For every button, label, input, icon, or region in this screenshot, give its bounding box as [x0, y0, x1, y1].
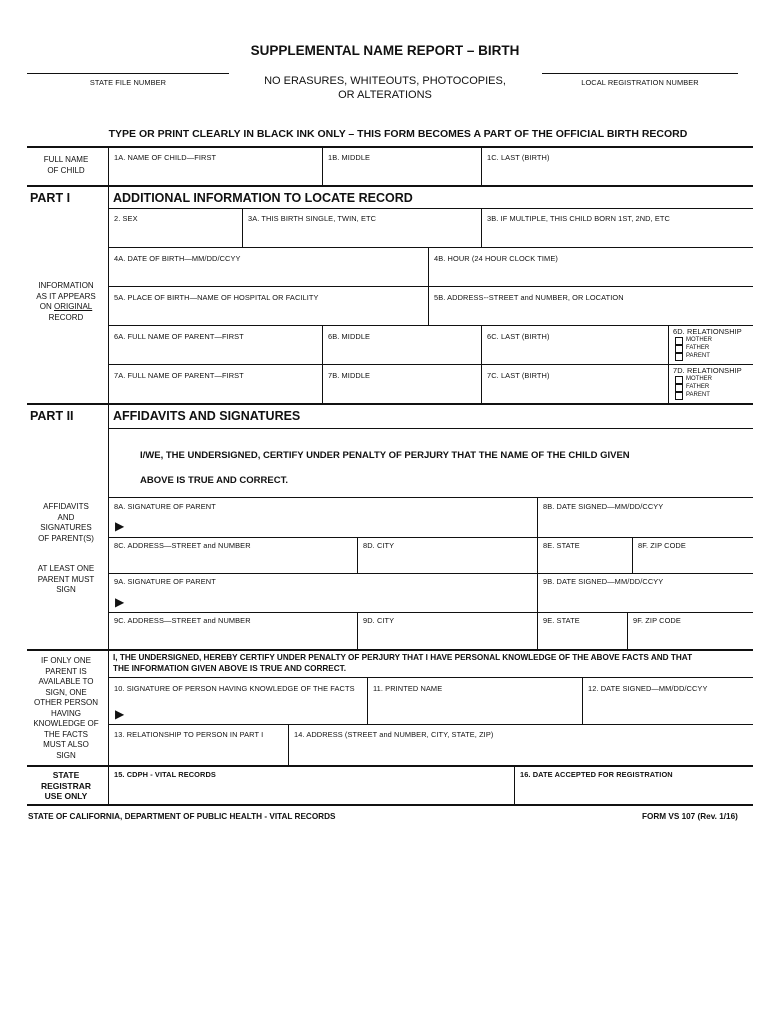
side-text: IF ONLY ONE	[41, 656, 91, 665]
side-text: RECORD	[48, 312, 84, 322]
field-8d-city[interactable]: 8D. CITY	[363, 541, 395, 550]
parent-certification-line-1: I/WE, THE UNDERSIGNED, CERTIFY UNDER PENALTY OF PERJURY THAT THE NAME OF THE CHILD GIVEN	[140, 450, 630, 461]
part-1-label: PART I	[30, 191, 71, 205]
field-9b-date-signed[interactable]: 9B. DATE SIGNED—MM/DD/CCYY	[543, 577, 664, 586]
notice-line-2: OR ALTERATIONS	[338, 89, 432, 101]
option-mother: MOTHER	[686, 376, 712, 382]
side-text: THE FACTS	[43, 729, 88, 739]
registrar-side-label	[27, 770, 105, 802]
rule	[27, 185, 753, 187]
checkbox-6d-father[interactable]	[675, 345, 683, 353]
rule	[108, 497, 753, 498]
field-2-sex[interactable]: 2. SEX	[114, 214, 138, 223]
field-7a-parent-first[interactable]: 7A. FULL NAME OF PARENT—FIRST	[114, 371, 244, 380]
sign-here-arrow-icon: ▶	[115, 707, 125, 721]
field-3a-birth-single[interactable]: 3A. THIS BIRTH SINGLE, TWIN, ETC	[248, 214, 377, 223]
option-parent: PARENT	[686, 353, 710, 359]
side-text: SIGN	[56, 585, 76, 594]
field-5a-place-of-birth[interactable]: 5A. PLACE OF BIRTH—NAME OF HOSPITAL OR FACILITY	[114, 293, 319, 302]
other-person-side-label	[27, 656, 105, 761]
field-10-signature[interactable]: 10. SIGNATURE OF PERSON HAVING KNOWLEDGE OF THE FACTS	[114, 684, 355, 693]
divider	[288, 724, 289, 766]
side-text: OF PARENT(S)	[38, 533, 94, 543]
side-text: STATE	[52, 770, 80, 780]
field-6c-parent-last[interactable]: 6C. LAST (BIRTH)	[487, 332, 550, 341]
divider	[537, 537, 538, 573]
rule	[27, 649, 753, 651]
divider	[632, 537, 633, 573]
field-16-date-accepted: 16. DATE ACCEPTED FOR REGISTRATION	[520, 770, 673, 779]
rule	[108, 724, 753, 725]
rule	[108, 247, 753, 248]
field-4b-hour[interactable]: 4B. HOUR (24 HOUR CLOCK TIME)	[434, 254, 558, 263]
side-text: AFFIDAVITS	[43, 502, 89, 511]
field-9f-zip[interactable]: 9F. ZIP CODE	[633, 616, 681, 625]
field-9c-address[interactable]: 9C. ADDRESS—STREET and NUMBER	[114, 616, 251, 625]
local-registration-number-line[interactable]	[542, 73, 738, 74]
field-7c-parent-last[interactable]: 7C. LAST (BIRTH)	[487, 371, 550, 380]
divider	[108, 187, 109, 403]
at-least-one-side-label	[27, 564, 105, 596]
rule	[108, 428, 753, 429]
divider	[322, 325, 323, 364]
checkbox-6d-mother[interactable]	[675, 337, 683, 345]
side-text: SIGNATURES	[40, 523, 92, 532]
divider	[322, 148, 323, 185]
field-1b-child-middle[interactable]: 1B. MIDDLE	[328, 153, 371, 162]
field-15-cdph: 15. CDPH - VITAL RECORDS	[114, 770, 216, 779]
part-2-label: PART II	[30, 409, 74, 423]
form-title: SUPPLEMENTAL NAME REPORT – BIRTH	[250, 43, 520, 58]
field-1c-child-last[interactable]: 1C. LAST (BIRTH)	[487, 153, 550, 162]
field-11-printed-name[interactable]: 11. PRINTED NAME	[373, 684, 443, 693]
rule	[108, 612, 753, 613]
divider	[108, 148, 109, 185]
divider	[242, 208, 243, 247]
rule	[108, 677, 753, 678]
field-8a-signature[interactable]: 8A. SIGNATURE OF PARENT	[114, 502, 216, 511]
side-text: AS IT APPEARS	[36, 291, 96, 301]
side-text: AT LEAST ONE	[37, 564, 95, 573]
affidavits-side-label	[27, 502, 105, 544]
field-9a-signature[interactable]: 9A. SIGNATURE OF PARENT	[114, 577, 216, 586]
field-8c-address[interactable]: 8C. ADDRESS—STREET and NUMBER	[114, 541, 251, 550]
rule	[27, 146, 753, 148]
field-12-date-signed[interactable]: 12. DATE SIGNED—MM/DD/CCYY	[588, 684, 708, 693]
side-text-on: ON	[39, 302, 52, 311]
parent-certification-line-2: ABOVE IS TRUE AND CORRECT.	[140, 475, 288, 486]
rule	[108, 208, 753, 209]
rule	[27, 403, 753, 405]
notice-line-1: NO ERASURES, WHITEOUTS, PHOTOCOPIES,	[264, 75, 506, 87]
side-text: USE ONLY	[44, 791, 88, 801]
full-name-side-label	[27, 155, 105, 176]
side-text	[27, 302, 105, 313]
field-9e-state[interactable]: 9E. STATE	[543, 616, 580, 625]
rule	[108, 573, 753, 574]
divider	[481, 148, 482, 185]
divider	[481, 364, 482, 403]
side-text: KNOWLEDGE OF	[33, 719, 99, 728]
divider	[537, 497, 538, 537]
field-8e-state[interactable]: 8E. STATE	[543, 541, 580, 550]
checkbox-7d-father[interactable]	[675, 384, 683, 392]
part-2-heading: AFFIDAVITS AND SIGNATURES	[113, 409, 301, 423]
divider	[537, 612, 538, 649]
field-1a-child-first[interactable]: 1A. NAME OF CHILD—FIRST	[114, 153, 217, 162]
option-parent: PARENT	[686, 392, 710, 398]
side-text: OF CHILD	[47, 165, 85, 175]
side-text: AND	[57, 512, 75, 522]
field-6d-relationship: 6D. RELATIONSHIP	[673, 327, 742, 336]
divider	[537, 573, 538, 612]
divider	[481, 325, 482, 364]
rule	[108, 537, 753, 538]
rule	[108, 325, 753, 326]
side-text: PARENT IS	[45, 666, 87, 676]
side-text: FULL NAME	[43, 155, 89, 164]
divider	[108, 405, 109, 766]
divider	[428, 286, 429, 325]
footer-agency: STATE OF CALIFORNIA, DEPARTMENT OF PUBLIC HEALTH - VITAL RECORDS	[28, 812, 336, 821]
divider	[481, 208, 482, 247]
other-certification-line-1: I, THE UNDERSIGNED, HEREBY CERTIFY UNDER PENALTY OF PERJURY THAT I HAVE PERSONAL KNOWLEDGE OF THE ABOVE FACTS AND THAT	[113, 653, 693, 662]
field-4a-date-of-birth[interactable]: 4A. DATE OF BIRTH—MM/DD/CCYY	[114, 254, 241, 263]
side-text: AVAILABLE TO	[38, 677, 94, 686]
option-father: FATHER	[686, 345, 710, 351]
divider	[108, 767, 109, 804]
other-certification-line-2: THE INFORMATION GIVEN ABOVE IS TRUE AND CORRECT.	[113, 664, 347, 673]
instruction-text: TYPE OR PRINT CLEARLY IN BLACK INK ONLY – THIS FORM BECOMES A PART OF THE OFFICIAL BIRTH RECORD	[108, 128, 688, 140]
field-8b-date-signed[interactable]: 8B. DATE SIGNED—MM/DD/CCYY	[543, 502, 664, 511]
sign-here-arrow-icon: ▶	[115, 595, 125, 609]
divider	[322, 364, 323, 403]
side-text: SIGN	[56, 750, 76, 760]
side-text: SIGN, ONE	[45, 687, 87, 697]
divider	[357, 612, 358, 649]
sign-here-arrow-icon: ▶	[115, 519, 125, 533]
field-7b-parent-middle[interactable]: 7B. MIDDLE	[328, 371, 371, 380]
divider	[582, 677, 583, 724]
rule	[108, 286, 753, 287]
field-14-address[interactable]: 14. ADDRESS (STREET and NUMBER, CITY, STATE, ZIP)	[294, 730, 494, 739]
divider	[357, 537, 358, 573]
field-6a-parent-first[interactable]: 6A. FULL NAME OF PARENT—FIRST	[114, 332, 244, 341]
local-registration-number-label: LOCAL REGISTRATION NUMBER	[581, 78, 699, 87]
checkbox-7d-mother[interactable]	[675, 376, 683, 384]
divider	[514, 767, 515, 804]
side-text: REGISTRAR	[40, 780, 92, 791]
checkbox-7d-parent[interactable]	[675, 392, 683, 400]
field-3b-birth-order[interactable]: 3B. IF MULTIPLE, THIS CHILD BORN 1ST, 2ND, ETC	[487, 214, 670, 223]
checkbox-6d-parent[interactable]	[675, 353, 683, 361]
side-text: MUST ALSO	[43, 740, 89, 749]
rule	[27, 804, 753, 806]
state-file-number-line[interactable]	[27, 73, 229, 74]
divider	[627, 612, 628, 649]
divider	[428, 247, 429, 286]
side-text: OTHER PERSON	[33, 698, 98, 707]
field-7d-relationship: 7D. RELATIONSHIP	[673, 366, 742, 375]
field-13-relationship[interactable]: 13. RELATIONSHIP TO PERSON IN PART I	[114, 730, 264, 739]
footer-form-number: FORM VS 107 (Rev. 1/16)	[642, 812, 738, 821]
part-1-heading: ADDITIONAL INFORMATION TO LOCATE RECORD	[113, 191, 413, 205]
option-mother: MOTHER	[686, 337, 712, 343]
side-text: HAVING	[50, 708, 82, 718]
field-6b-parent-middle[interactable]: 6B. MIDDLE	[328, 332, 371, 341]
rule	[27, 765, 753, 767]
state-file-number-label: STATE FILE NUMBER	[89, 78, 167, 87]
rule	[108, 364, 753, 365]
side-text: INFORMATION	[38, 281, 94, 290]
option-father: FATHER	[686, 384, 710, 390]
field-5b-address[interactable]: 5B. ADDRESS--STREET and NUMBER, OR LOCATION	[434, 293, 624, 302]
field-9d-city[interactable]: 9D. CITY	[363, 616, 395, 625]
info-original-side-label	[27, 281, 105, 323]
field-8f-zip[interactable]: 8F. ZIP CODE	[638, 541, 686, 550]
side-text: PARENT MUST	[37, 574, 95, 584]
side-text-original: ORIGINAL	[54, 302, 93, 311]
divider	[367, 677, 368, 724]
